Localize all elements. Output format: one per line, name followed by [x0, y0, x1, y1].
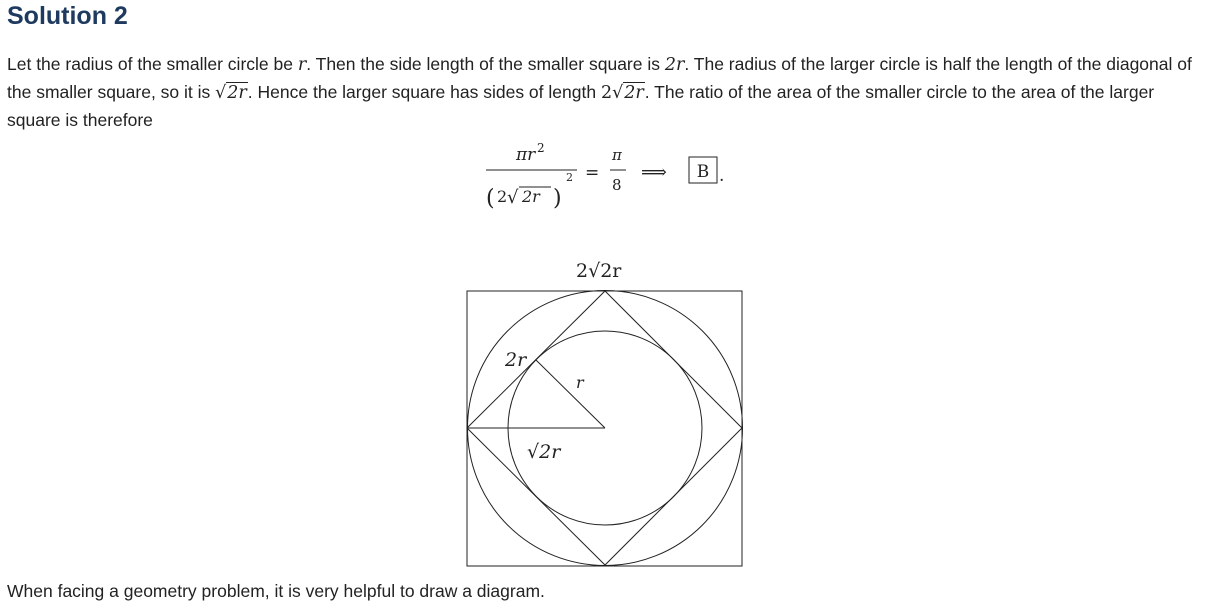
label-larger-side: 2√2r	[576, 260, 622, 282]
rhs-denominator: 8	[612, 176, 622, 194]
denominator-radicand: 2r	[522, 187, 540, 206]
label-smaller-side: 2r	[505, 349, 527, 371]
denominator-coefficient: 2	[497, 187, 508, 206]
label-radius: r	[576, 373, 584, 392]
solution-heading: Solution 2	[7, 2, 128, 30]
left-paren: (	[486, 186, 495, 211]
denominator-radical-sign: √	[507, 187, 519, 208]
equals-sign: =	[585, 163, 600, 183]
answer-text: B	[696, 162, 710, 182]
right-paren: )	[553, 186, 562, 211]
geometry-diagram	[467, 291, 743, 567]
implies-arrow: ⟹	[641, 162, 667, 183]
denominator-exponent: 2	[566, 171, 573, 184]
equation-numerator: πr	[516, 145, 536, 165]
ratio-equation	[486, 141, 724, 211]
answer-period: .	[719, 166, 725, 186]
footer-note: When facing a geometry problem, it is very helpful to draw a diagram.	[7, 581, 545, 601]
rhs-numerator: π	[612, 146, 622, 164]
radius-segment	[536, 360, 605, 428]
solution-paragraph: Let the radius of the smaller circle be r. Then the side length of the smaller square is 2r. The radius of the larger circle is half the length of the diagonal of the smaller square, so it is √2r. Hence the larger square has sides of length 2√2r. The ratio of the area of the smaller circle to the area of the larger square is therefore	[7, 54, 1192, 130]
equation-numerator-exponent: 2	[537, 141, 545, 155]
label-half-diagonal: √2r	[527, 441, 561, 463]
